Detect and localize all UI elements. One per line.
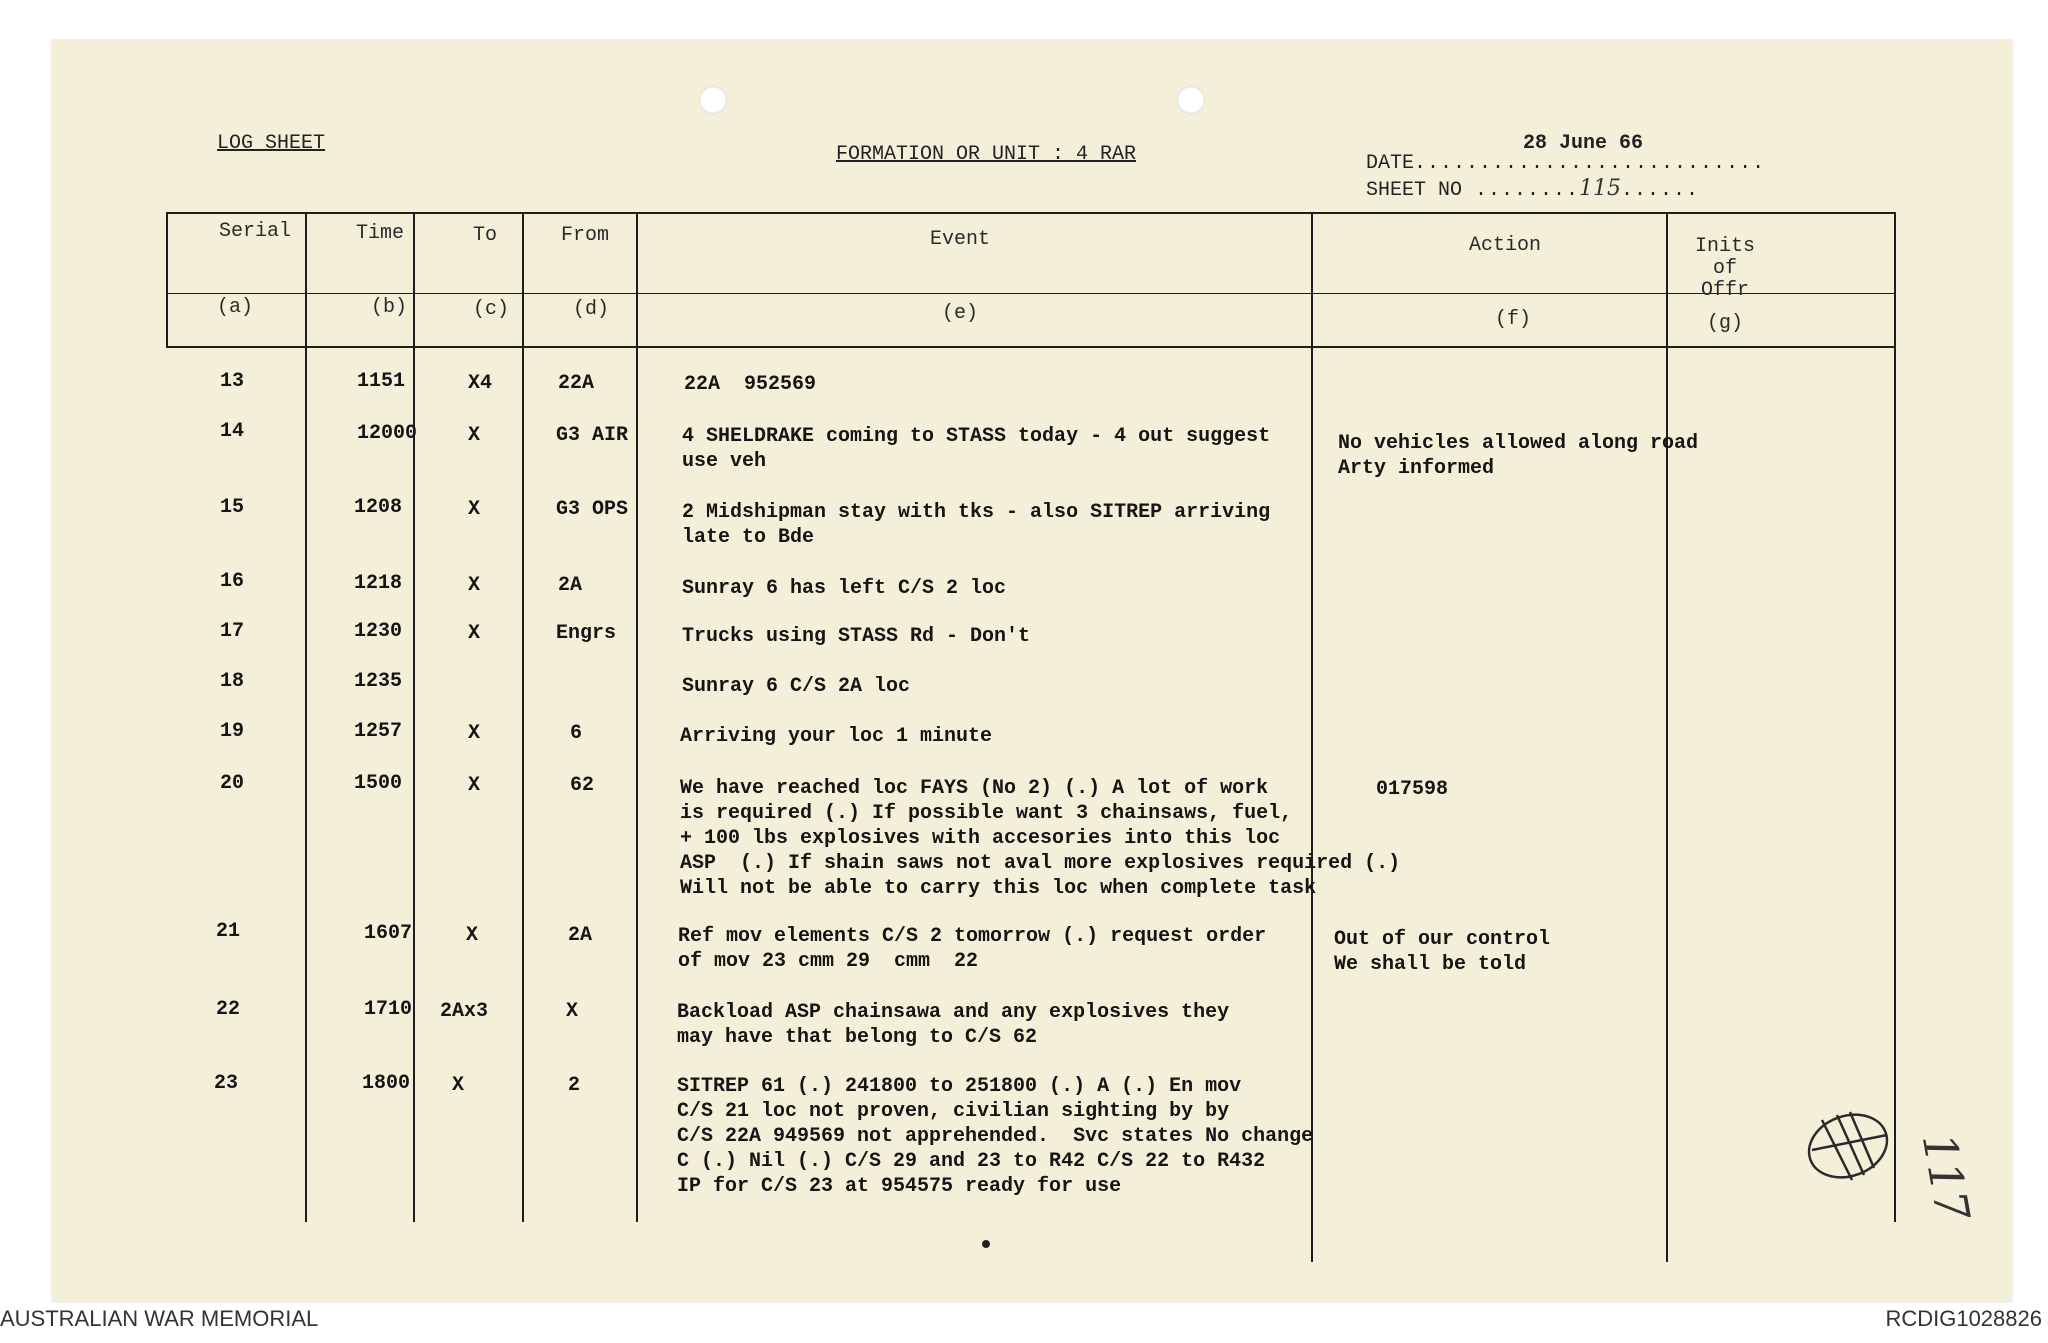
- cell-serial: 18: [220, 670, 245, 693]
- cell-from: 22A: [558, 372, 595, 395]
- footer-right: RCDIG1028826: [1885, 1306, 2042, 1331]
- sheet-no-value: 115: [1579, 176, 1622, 201]
- sheet-no-label: SHEET NO: [1366, 179, 1463, 202]
- cell-serial: 20: [220, 772, 245, 795]
- cell-event: Backload ASP chainsawa and any explosives they may have that belong to C/S 62: [677, 1001, 1230, 1049]
- cell-time: 1230: [354, 620, 403, 643]
- cell-event: Sunray 6 C/S 2A loc: [682, 675, 911, 698]
- col-border-2: [413, 212, 415, 1222]
- ink-dot: [982, 1240, 990, 1248]
- cell-from: G3 OPS: [556, 498, 629, 521]
- margin-note: 117: [1911, 1129, 1981, 1225]
- cell-action: 017598: [1376, 778, 1449, 801]
- cell-event: 2 Midshipman stay with tks - also SITREP arriving late to Bde: [682, 501, 1271, 549]
- cell-time: 1257: [354, 720, 403, 743]
- col-sub-d: (d): [572, 298, 609, 321]
- col-header-event: Event: [929, 228, 990, 251]
- col-border-1: [305, 212, 307, 1222]
- cell-event: Trucks using STASS Rd - Don't: [682, 625, 1031, 648]
- cell-time: 1235: [354, 670, 403, 693]
- col-border-7: [1894, 212, 1896, 1222]
- cell-from: 62: [570, 774, 595, 797]
- cell-time: 1218: [354, 572, 403, 595]
- col-sub-f: (f): [1494, 308, 1531, 331]
- cell-time: 1151: [357, 370, 406, 393]
- date-field: [1366, 152, 1765, 175]
- scribble-circle-icon: [1792, 1090, 1902, 1200]
- col-header-serial: Serial: [218, 220, 291, 243]
- col-header-to: To: [472, 224, 497, 247]
- cell-event: Sunray 6 has left C/S 2 loc: [682, 577, 1007, 600]
- cell-time: 1208: [354, 496, 403, 519]
- col-header-action: Action: [1468, 234, 1541, 257]
- cell-time: 1710: [364, 998, 413, 1021]
- sheet-no-field: [1366, 176, 1699, 202]
- col-sub-b: (b): [370, 296, 407, 319]
- col-sub-a: (a): [216, 296, 253, 319]
- cell-to: X: [468, 722, 481, 745]
- cell-to: X4: [468, 372, 493, 395]
- sheet-no-dots: ........: [1462, 179, 1580, 202]
- cell-to: X: [468, 498, 481, 521]
- sheet-no-dots-tail: ......: [1621, 179, 1700, 202]
- col-border-4: [636, 212, 638, 1222]
- table-top-border: [166, 212, 1896, 214]
- cell-from: Engrs: [556, 622, 617, 645]
- punch-hole-left: [699, 86, 727, 114]
- cell-serial: 14: [220, 420, 245, 443]
- cell-to: X: [468, 424, 481, 447]
- punch-hole-right: [1177, 86, 1205, 114]
- col-border-3: [522, 212, 524, 1222]
- cell-serial: 16: [220, 570, 245, 593]
- cell-from: G3 AIR: [556, 424, 629, 447]
- cell-serial: 15: [220, 496, 245, 519]
- date-value: 28 June 66: [1523, 132, 1644, 155]
- cell-serial: 23: [214, 1072, 239, 1095]
- cell-to: X: [468, 574, 481, 597]
- header-divider: [166, 293, 1896, 294]
- cell-action: Out of our control We shall be told: [1334, 928, 1551, 976]
- cell-event: We have reached loc FAYS (No 2) (.) A lot of work is required (.) If possible want 3 chainsaws, fuel, + 100 lbs explosives with accesories into this loc ASP (.) If shain saws not aval more explosives required (.) Will not be able to carry this loc when complete task: [680, 777, 1401, 900]
- cell-to: 2Ax3: [440, 1000, 489, 1023]
- cell-from: 2A: [558, 574, 583, 597]
- cell-event: Ref mov elements C/S 2 tomorrow (.) request order of mov 23 cmm 29 cmm 22: [678, 925, 1267, 973]
- cell-from: 2A: [568, 924, 593, 947]
- col-border-0: [166, 212, 168, 346]
- formation-label: FORMATION OR UNIT : 4 RAR: [836, 143, 1137, 166]
- footer-left: AUSTRALIAN WAR MEMORIAL: [0, 1306, 319, 1331]
- cell-serial: 19: [220, 720, 245, 743]
- cell-event: 4 SHELDRAKE coming to STASS today - 4 out suggest use veh: [682, 425, 1271, 473]
- cell-time: 1500: [354, 772, 403, 795]
- cell-serial: 13: [220, 370, 245, 393]
- col-sub-e: (e): [941, 302, 978, 325]
- cell-serial: 21: [216, 920, 241, 943]
- cell-time: 1800: [362, 1072, 411, 1095]
- cell-event: 22A 952569: [684, 373, 817, 396]
- cell-to: X: [468, 774, 481, 797]
- cell-from: X: [566, 1000, 579, 1023]
- cell-serial: 17: [220, 620, 245, 643]
- col-border-6: [1666, 212, 1668, 1262]
- col-header-from: From: [560, 224, 609, 247]
- cell-to: X: [466, 924, 479, 947]
- cell-action: No vehicles allowed along road Arty informed: [1338, 432, 1699, 480]
- subheader-divider: [166, 346, 1896, 348]
- col-header-time: Time: [355, 222, 404, 245]
- date-label: DATE: [1366, 152, 1415, 175]
- col-sub-c: (c): [472, 298, 509, 321]
- cell-time: 12000: [357, 422, 418, 445]
- cell-serial: 22: [216, 998, 241, 1021]
- cell-from: 2: [568, 1074, 581, 1097]
- cell-to: X: [452, 1074, 465, 1097]
- col-header-inits: Inits of Offr: [1694, 235, 1755, 302]
- cell-event: Arriving your loc 1 minute: [680, 725, 993, 748]
- cell-time: 1607: [364, 922, 413, 945]
- cell-from: 6: [570, 722, 583, 745]
- col-sub-g: (g): [1706, 312, 1743, 335]
- log-sheet-title: LOG SHEET: [217, 132, 326, 155]
- date-dots: ...........................: [1414, 152, 1766, 175]
- cell-to: X: [468, 622, 481, 645]
- cell-event: SITREP 61 (.) 241800 to 251800 (.) A (.) En mov C/S 21 loc not proven, civilian sighting by by C/S 22A 949569 not apprehended. Svc states No change C (.) Nil (.) C/S 29 and 23 to R42 C/S 22 to R432 IP for C/S 23 at 954575 ready for use: [677, 1075, 1314, 1198]
